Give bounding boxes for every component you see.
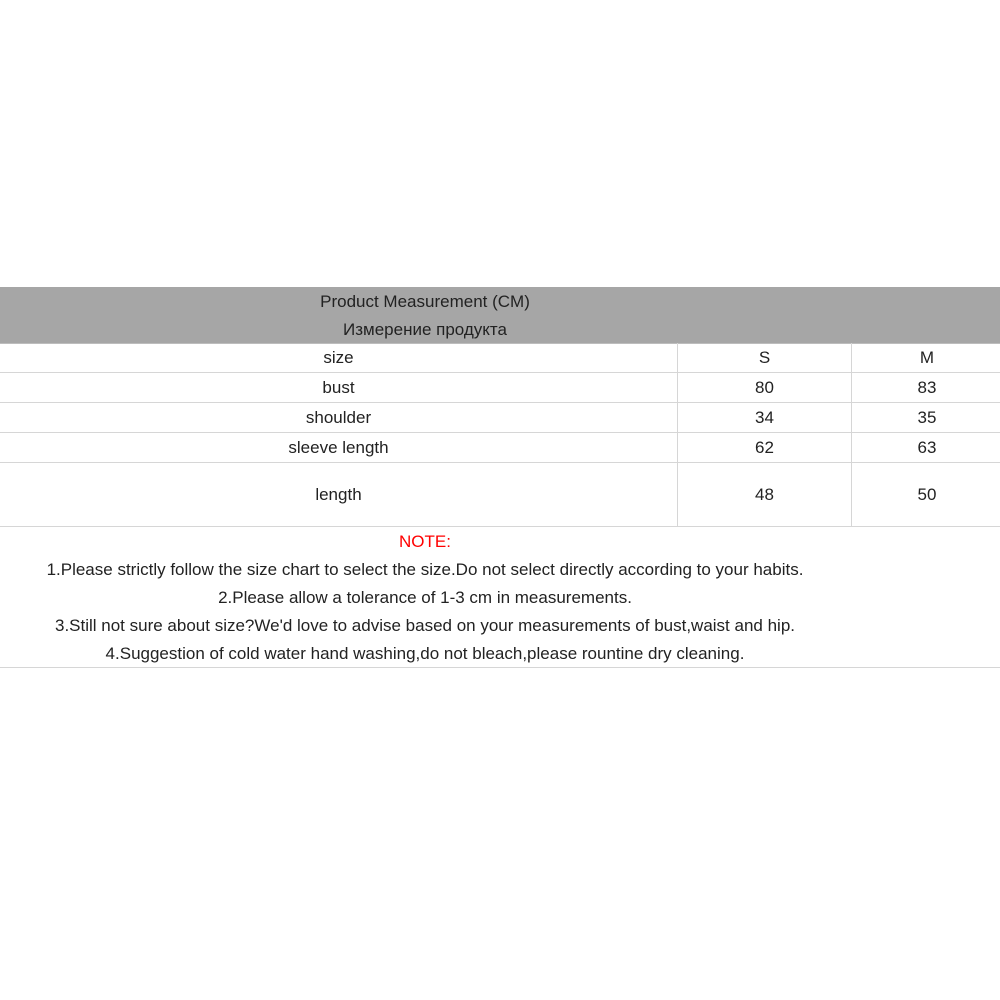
shoulder-s-value: 34 xyxy=(678,403,852,433)
notes-section xyxy=(0,527,1000,668)
note-item-2: 2.Please allow a tolerance of 1-3 cm in measurements. xyxy=(218,588,632,607)
table-header-row xyxy=(0,343,1000,373)
row-label-shoulder: shoulder xyxy=(0,403,678,433)
bust-s-value: 80 xyxy=(678,373,852,403)
measurement-header xyxy=(0,287,1000,344)
note-item-3: 3.Still not sure about size?We'd love to advise based on your measurements of bust,waist and hip. xyxy=(54,616,795,635)
header-title-ru: Измерение продукта xyxy=(343,320,507,339)
length-m-value: 50 xyxy=(852,463,1000,527)
size-m-header: M xyxy=(852,343,1000,373)
shoulder-m-value: 35 xyxy=(852,403,1000,433)
table-row xyxy=(0,373,1000,403)
sleeve-length-s-value: 62 xyxy=(678,433,852,463)
row-label-length: length xyxy=(0,463,678,527)
size-label-cell: size xyxy=(0,343,678,373)
note-item-4: 4.Suggestion of cold water hand washing,do not bleach,please rountine dry cleaning. xyxy=(105,644,745,663)
size-table xyxy=(0,343,1000,527)
table-row xyxy=(0,403,1000,433)
sleeve-length-m-value: 63 xyxy=(852,433,1000,463)
bust-m-value: 83 xyxy=(852,373,1000,403)
row-label-sleeve-length: sleeve length xyxy=(0,433,678,463)
note-item-1: 1.Please strictly follow the size chart to select the size.Do not select directly according to your habits. xyxy=(46,560,804,579)
size-s-header: S xyxy=(678,343,852,373)
header-title-en: Product Measurement (CM) xyxy=(320,292,530,311)
table-row xyxy=(0,433,1000,463)
length-s-value: 48 xyxy=(678,463,852,527)
table-row xyxy=(0,463,1000,527)
row-label-bust: bust xyxy=(0,373,678,403)
note-title: NOTE: xyxy=(399,532,451,551)
